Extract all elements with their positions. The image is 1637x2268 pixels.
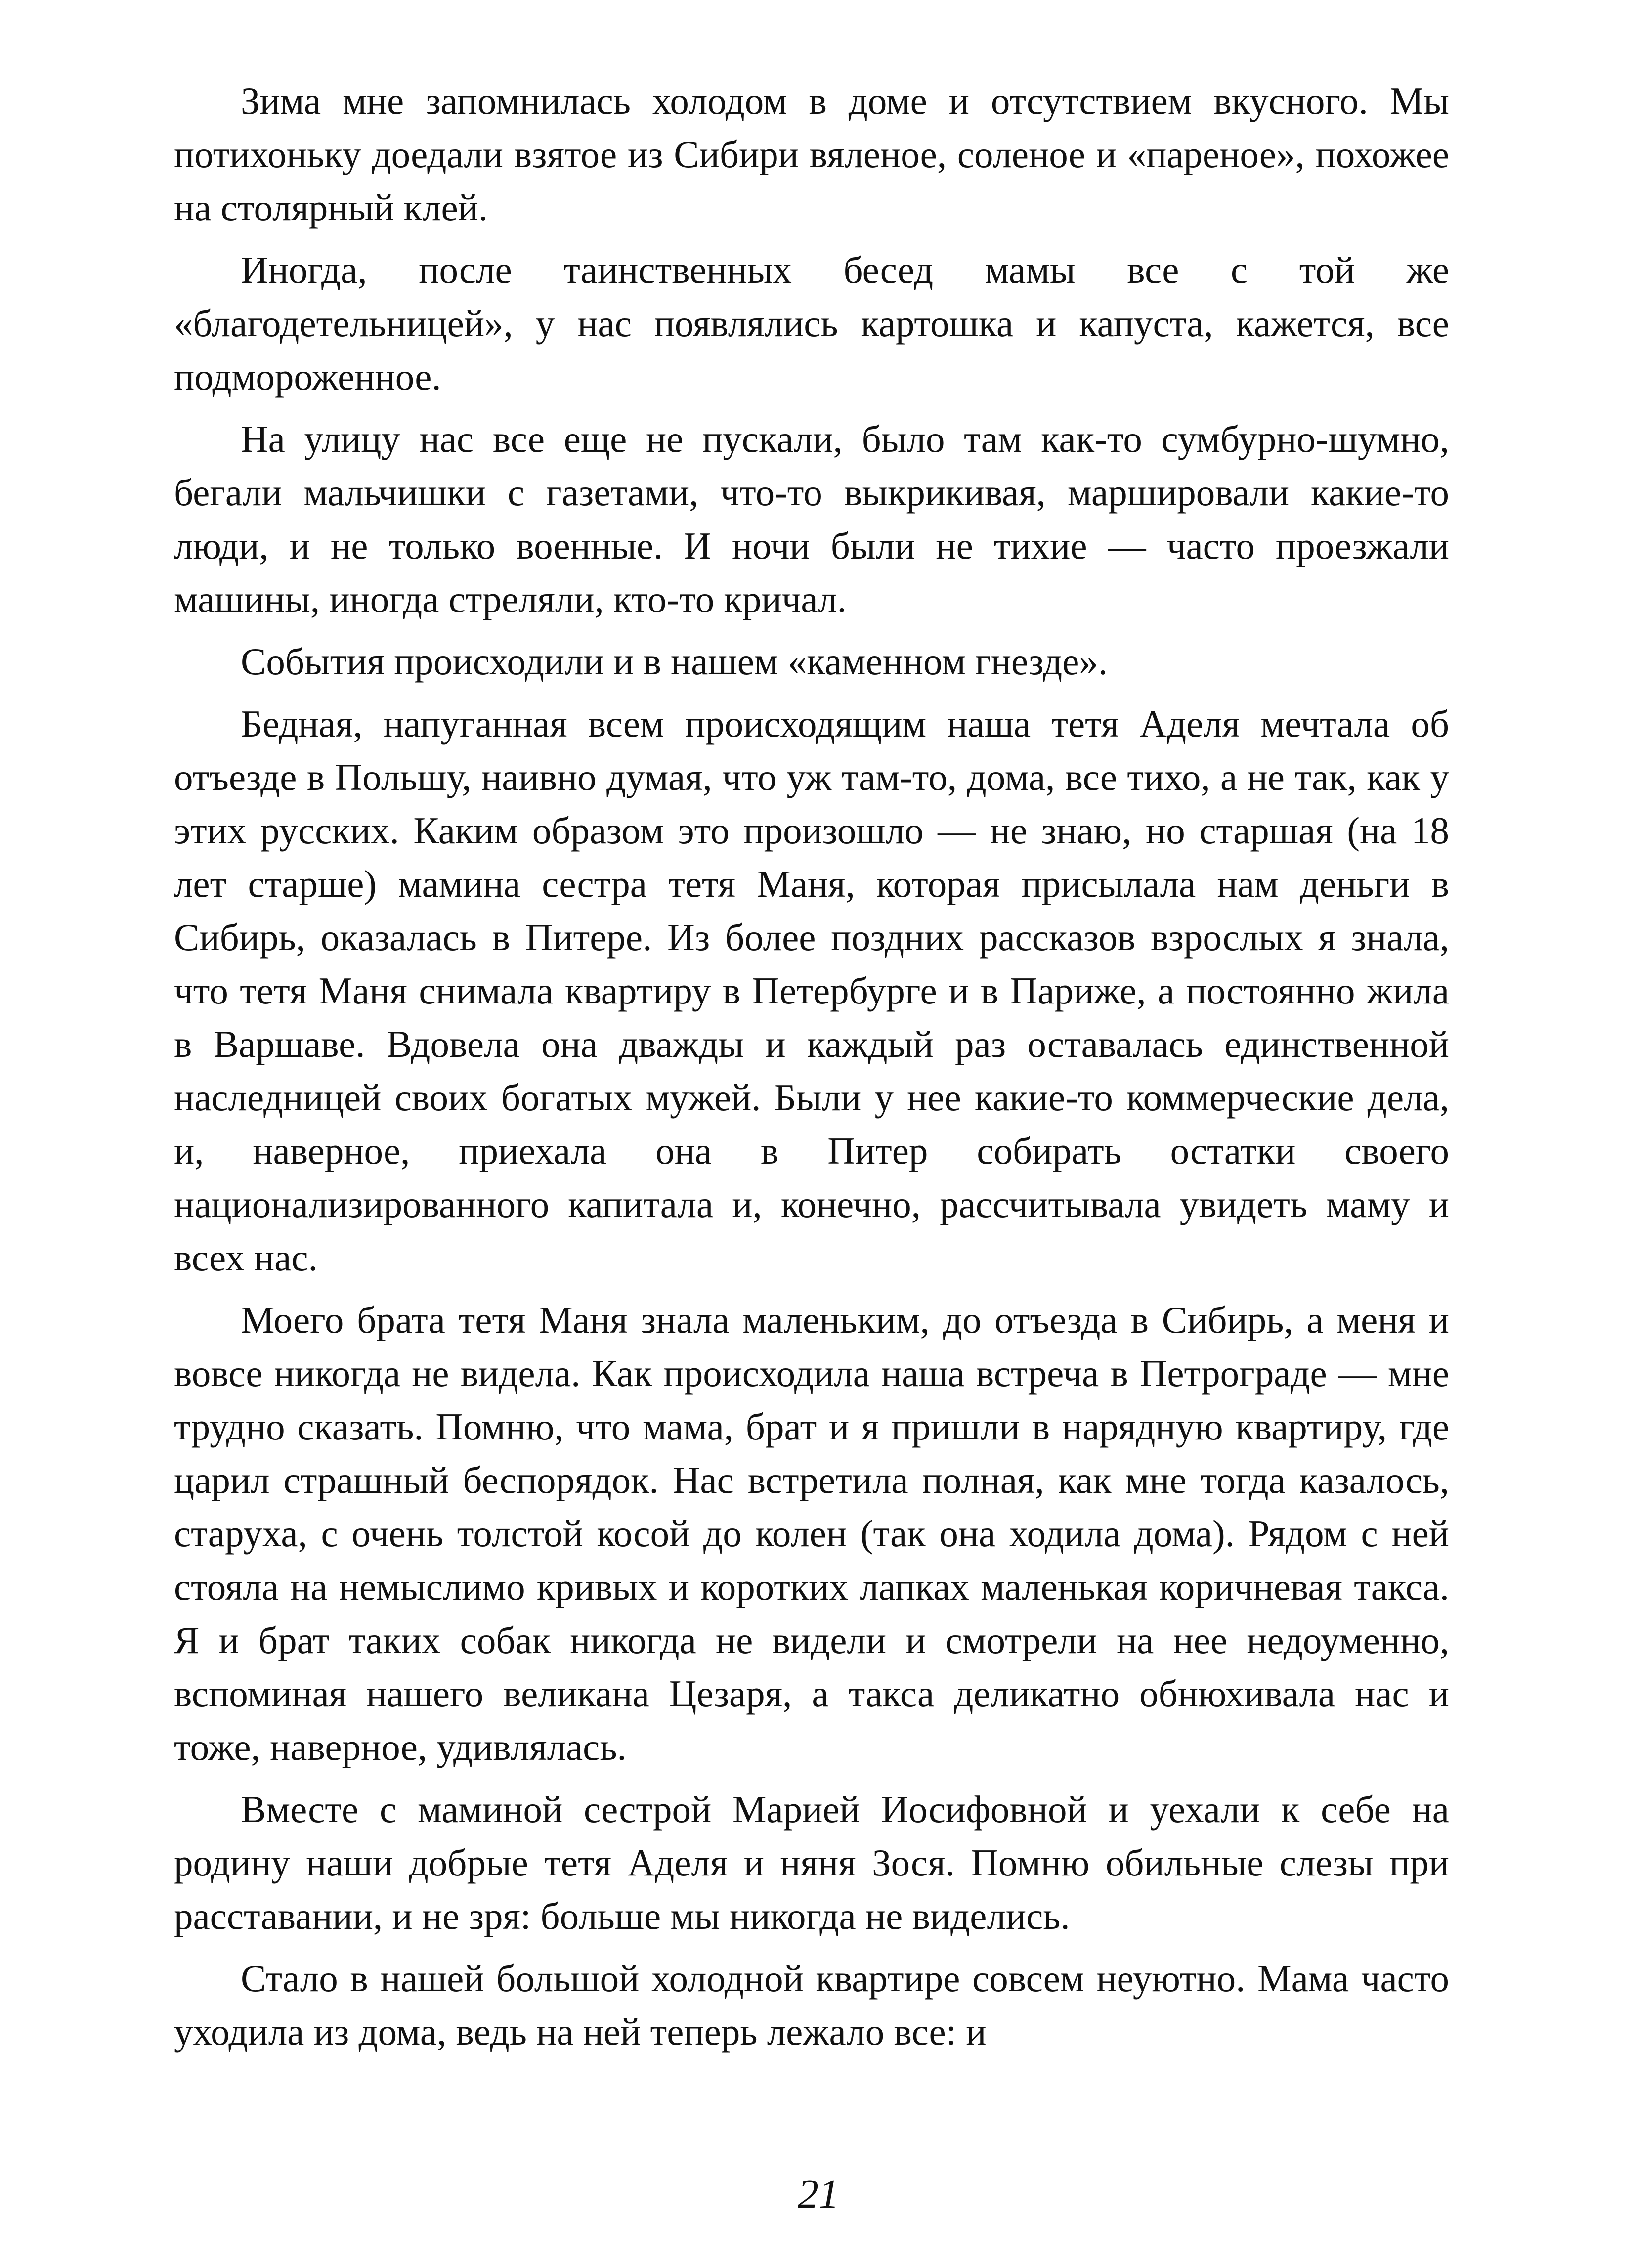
paragraph: Стало в нашей большой холодной квартире совсем неуютно. Мама часто уходила из дома, ведь на ней теперь лежало все: и: [174, 1957, 1449, 2053]
paragraph: Вместе с маминой сестрой Марией Иосифовной и уехали к себе на родину наши добрые тетя Аделя и няня Зося. Помню обильные слезы при расставании, и не зря: больше мы никогда не виделись.: [174, 1788, 1449, 1937]
paragraph: События происходили и в нашем «каменном гнезде».: [241, 640, 1108, 683]
paragraph: На улицу нас все еще не пускали, было там как-то сумбурно-шумно, бегали мальчишки с газетами, что-то выкрикивая, маршировали какие-то люди, и не только военные. И ночи были не тихие — часто проезжали машины, иногда стреляли, кто-то кричал.: [174, 418, 1449, 620]
paragraph: Моего брата тетя Маня знала маленьким, до отъезда в Сибирь, а меня и вовсе никогда не видела. Как происходила наша встреча в Петрограде — мне трудно сказать. Помню, что мама, брат и я пришли в нарядную квартиру, где царил страшный беспорядок. Нас встретила полная, как мне тогда казалось, старуха, с очень толстой косой до колен (так она ходила дома). Рядом с ней стояла на немыслимо кривых и коротких лапках маленькая коричневая такса. Я и брат таких собак никогда не видели и смотрели на нее недоуменно, вспоминая нашего великана Цезаря, а такса деликатно обнюхивала нас и тоже, наверное, удивлялась.: [174, 1299, 1449, 1768]
body-text: [174, 74, 1449, 2067]
paragraph: Иногда, после таинственных бесед мамы все с той же «благодетельницей», у нас появлялись картошка и капуста, кажется, все подмороженное.: [174, 249, 1449, 398]
paragraph: Зима мне запомнилась холодом в доме и отсутствием вкусного. Мы потихоньку доедали взятое из Сибири вяленое, соленое и «пареное», похожее на столярный клей.: [174, 80, 1449, 229]
page-number: 21: [798, 2171, 839, 2217]
paragraph: Бедная, напуганная всем происходящим наша тетя Аделя мечтала об отъезде в Польшу, наивно думая, что уж там-то, дома, все тихо, а не так, как у этих русских. Каким образом это произошло — не знаю, но старшая (на 18 лет старше) мамина сестра тетя Маня, которая присылала нам деньги в Сибирь, оказалась в Питере. Из более поздних рассказов взрослых я знала, что тетя Маня снимала квартиру в Петербурге и в Париже, а постоянно жила в Варшаве. Вдовела она дважды и каждый раз оставалась единственной наследницей своих богатых мужей. Были у нее какие-то коммерческие дела, и, наверное, приехала она в Питер собирать остатки своего национализированного капитала и, конечно, рассчитывала увидеть маму и всех нас.: [174, 702, 1449, 1279]
